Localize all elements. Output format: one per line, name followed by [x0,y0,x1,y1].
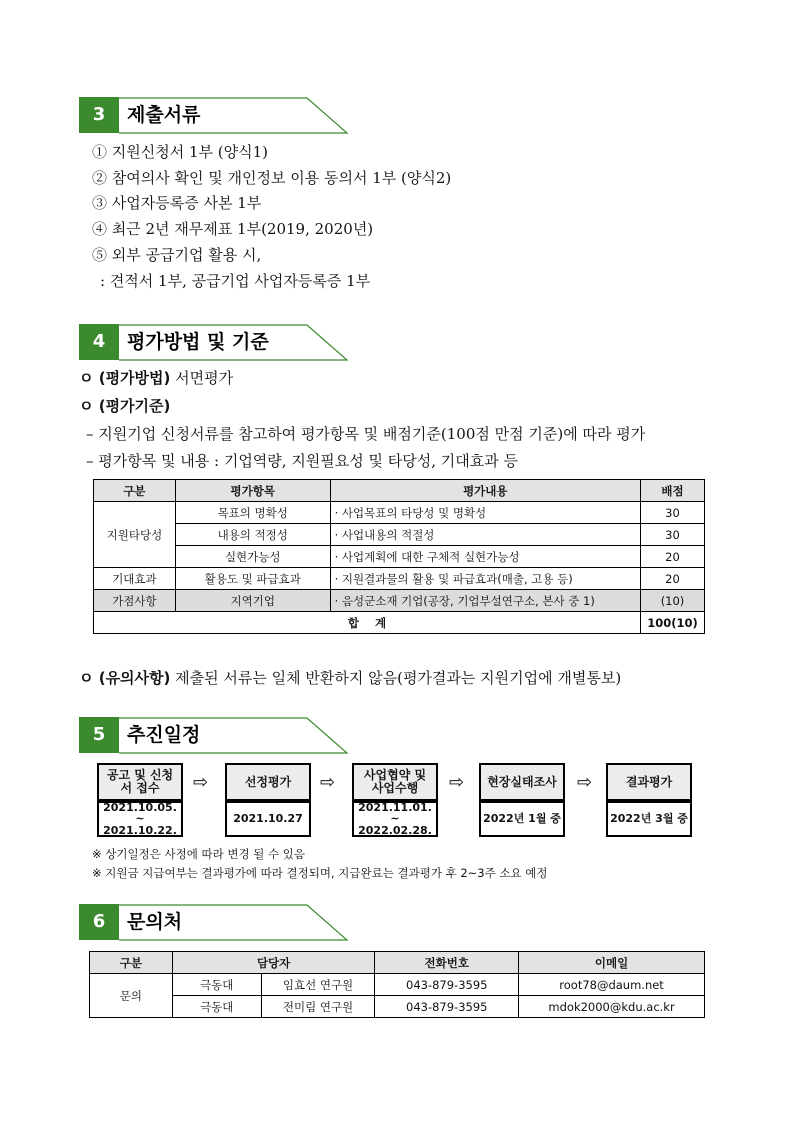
doc-item-5: ⑤ 외부 공급기업 활용 시, [92,246,262,264]
notice [79,667,621,688]
eval-table [93,479,705,634]
section-number: 6 [79,904,119,940]
eval-method-value: 서면평가 [170,369,234,387]
person-cell: 전미림 연구원 [261,996,375,1018]
org-cell: 극동대 [172,996,261,1018]
schedule-step-date: 2021.10.05. ~ 2021.10.22. [97,801,183,837]
doc-item-6: : 견적서 1부, 공급기업 사업자등록증 1부 [100,272,371,290]
table-header: 전화번호 [375,952,519,974]
section-underline-icon [79,904,349,942]
table-row [94,524,705,546]
score-cell: 30 [640,524,704,546]
content-cell: · 사업내용의 적절성 [330,524,640,546]
content-cell: · 음성군소재 기업(공장, 기업부설연구소, 본사 중 1) [330,590,640,612]
item-cell: 실현가능성 [175,546,330,568]
item-cell: 목표의 명확성 [175,502,330,524]
criteria-label-text: ㅇ (평가기준) [79,397,171,415]
table-row [90,974,705,996]
score-cell: 20 [640,546,704,568]
section-title: 추진일정 [127,724,201,746]
eval-method-label: ㅇ (평가방법) [79,369,171,387]
table-header: 평가내용 [330,480,640,502]
content-cell: · 지원결과물의 활용 및 파급효과(매출, 고용 등) [330,568,640,590]
schedule-note-2: ※ 지원금 지급여부는 결과평가에 따라 결정되며, 지급완료는 결과평가 후 2~3주 소요 예정 [92,866,548,880]
section-title: 평가방법 및 기준 [127,331,269,353]
schedule-step-date: 2021.11.01. ~ 2022.02.28. [352,801,438,837]
score-cell: (10) [640,590,704,612]
schedule-step-date: 2022년 1월 중 [479,801,565,837]
doc-item-4: ④ 최근 2년 재무제표 1부(2019, 2020년) [92,220,374,238]
section4-header [79,324,349,360]
notice-label: ㅇ (유의사항) [79,669,171,687]
arrow-icon: ⇨ [193,772,209,793]
phone-cell: 043-879-3595 [375,974,519,996]
section-number: 4 [79,324,119,360]
total-row [94,612,705,634]
table-header: 담당자 [172,952,375,974]
schedule-step-date: 2022년 3월 중 [606,801,692,837]
contact-table [89,951,705,1018]
schedule-step-title: 결과평가 [606,763,692,801]
content-cell: · 사업목표의 타당성 및 명확성 [330,502,640,524]
schedule-step-title: 사업협약 및 사업수행 [352,763,438,801]
score-cell: 30 [640,502,704,524]
doc-item-1: ① 지원신청서 1부 (양식1) [92,143,269,161]
section-title: 문의처 [127,911,183,933]
schedule-step-date: 2021.10.27 [225,801,311,837]
schedule-note-1: ※ 상기일정은 사정에 따라 변경 될 수 있음 [92,847,305,861]
person-cell: 임효선 연구원 [261,974,375,996]
table-header: 구분 [90,952,173,974]
phone-cell: 043-879-3595 [375,996,519,1018]
schedule-step-title: 공고 및 신청서 접수 [97,763,183,801]
notice-value: 제출된 서류는 일체 반환하지 않음(평가결과는 지원기업에 개별통보) [170,669,622,687]
email-cell[interactable]: mdok2000@kdu.ac.kr [519,996,705,1018]
arrow-icon: ⇨ [320,772,336,793]
schedule-step-title: 현장실태조사 [479,763,565,801]
doc-item-3: ③ 사업자등록증 사본 1부 [92,194,262,212]
eval-criteria-label [79,395,170,416]
section-number: 3 [79,97,119,133]
arrow-icon: ⇨ [449,772,465,793]
table-row [94,502,705,524]
section-underline-icon [79,97,349,135]
item-cell: 활용도 및 파급효과 [175,568,330,590]
criteria-dash-1: – 지원기업 신청서류를 참고하여 평가항목 및 배점기준(100점 만점 기준)에 따라 평가 [86,425,646,443]
schedule-step-title: 선정평가 [225,763,311,801]
section-number: 5 [79,717,119,753]
category-cell: 문의 [90,974,173,1018]
item-cell: 지역기업 [175,590,330,612]
category-cell: 지원타당성 [94,502,176,568]
section3-header [79,97,349,133]
section6-header [79,904,349,940]
table-row [94,590,705,612]
eval-method [79,367,233,388]
email-cell[interactable]: root78@daum.net [519,974,705,996]
content-cell: · 사업계획에 대한 구체적 실현가능성 [330,546,640,568]
table-header: 평가항목 [175,480,330,502]
table-header: 구분 [94,480,176,502]
criteria-dash-2: – 평가항목 및 내용 : 기업역량, 지원필요성 및 타당성, 기대효과 등 [86,452,519,470]
table-row [94,568,705,590]
doc-item-2: ② 참여의사 확인 및 개인정보 이용 동의서 1부 (양식2) [92,169,452,187]
section-underline-icon [79,717,349,755]
item-cell: 내용의 적정성 [175,524,330,546]
category-cell: 기대효과 [94,568,176,590]
section-title: 제출서류 [127,104,201,126]
table-row [94,546,705,568]
score-cell: 20 [640,568,704,590]
arrow-icon: ⇨ [577,772,593,793]
total-label: 합 계 [94,612,641,634]
table-header: 이메일 [519,952,705,974]
section5-header [79,717,349,753]
total-score: 100(10) [640,612,704,634]
org-cell: 극동대 [172,974,261,996]
table-row [90,996,705,1018]
table-header: 배점 [640,480,704,502]
category-cell: 가점사항 [94,590,176,612]
